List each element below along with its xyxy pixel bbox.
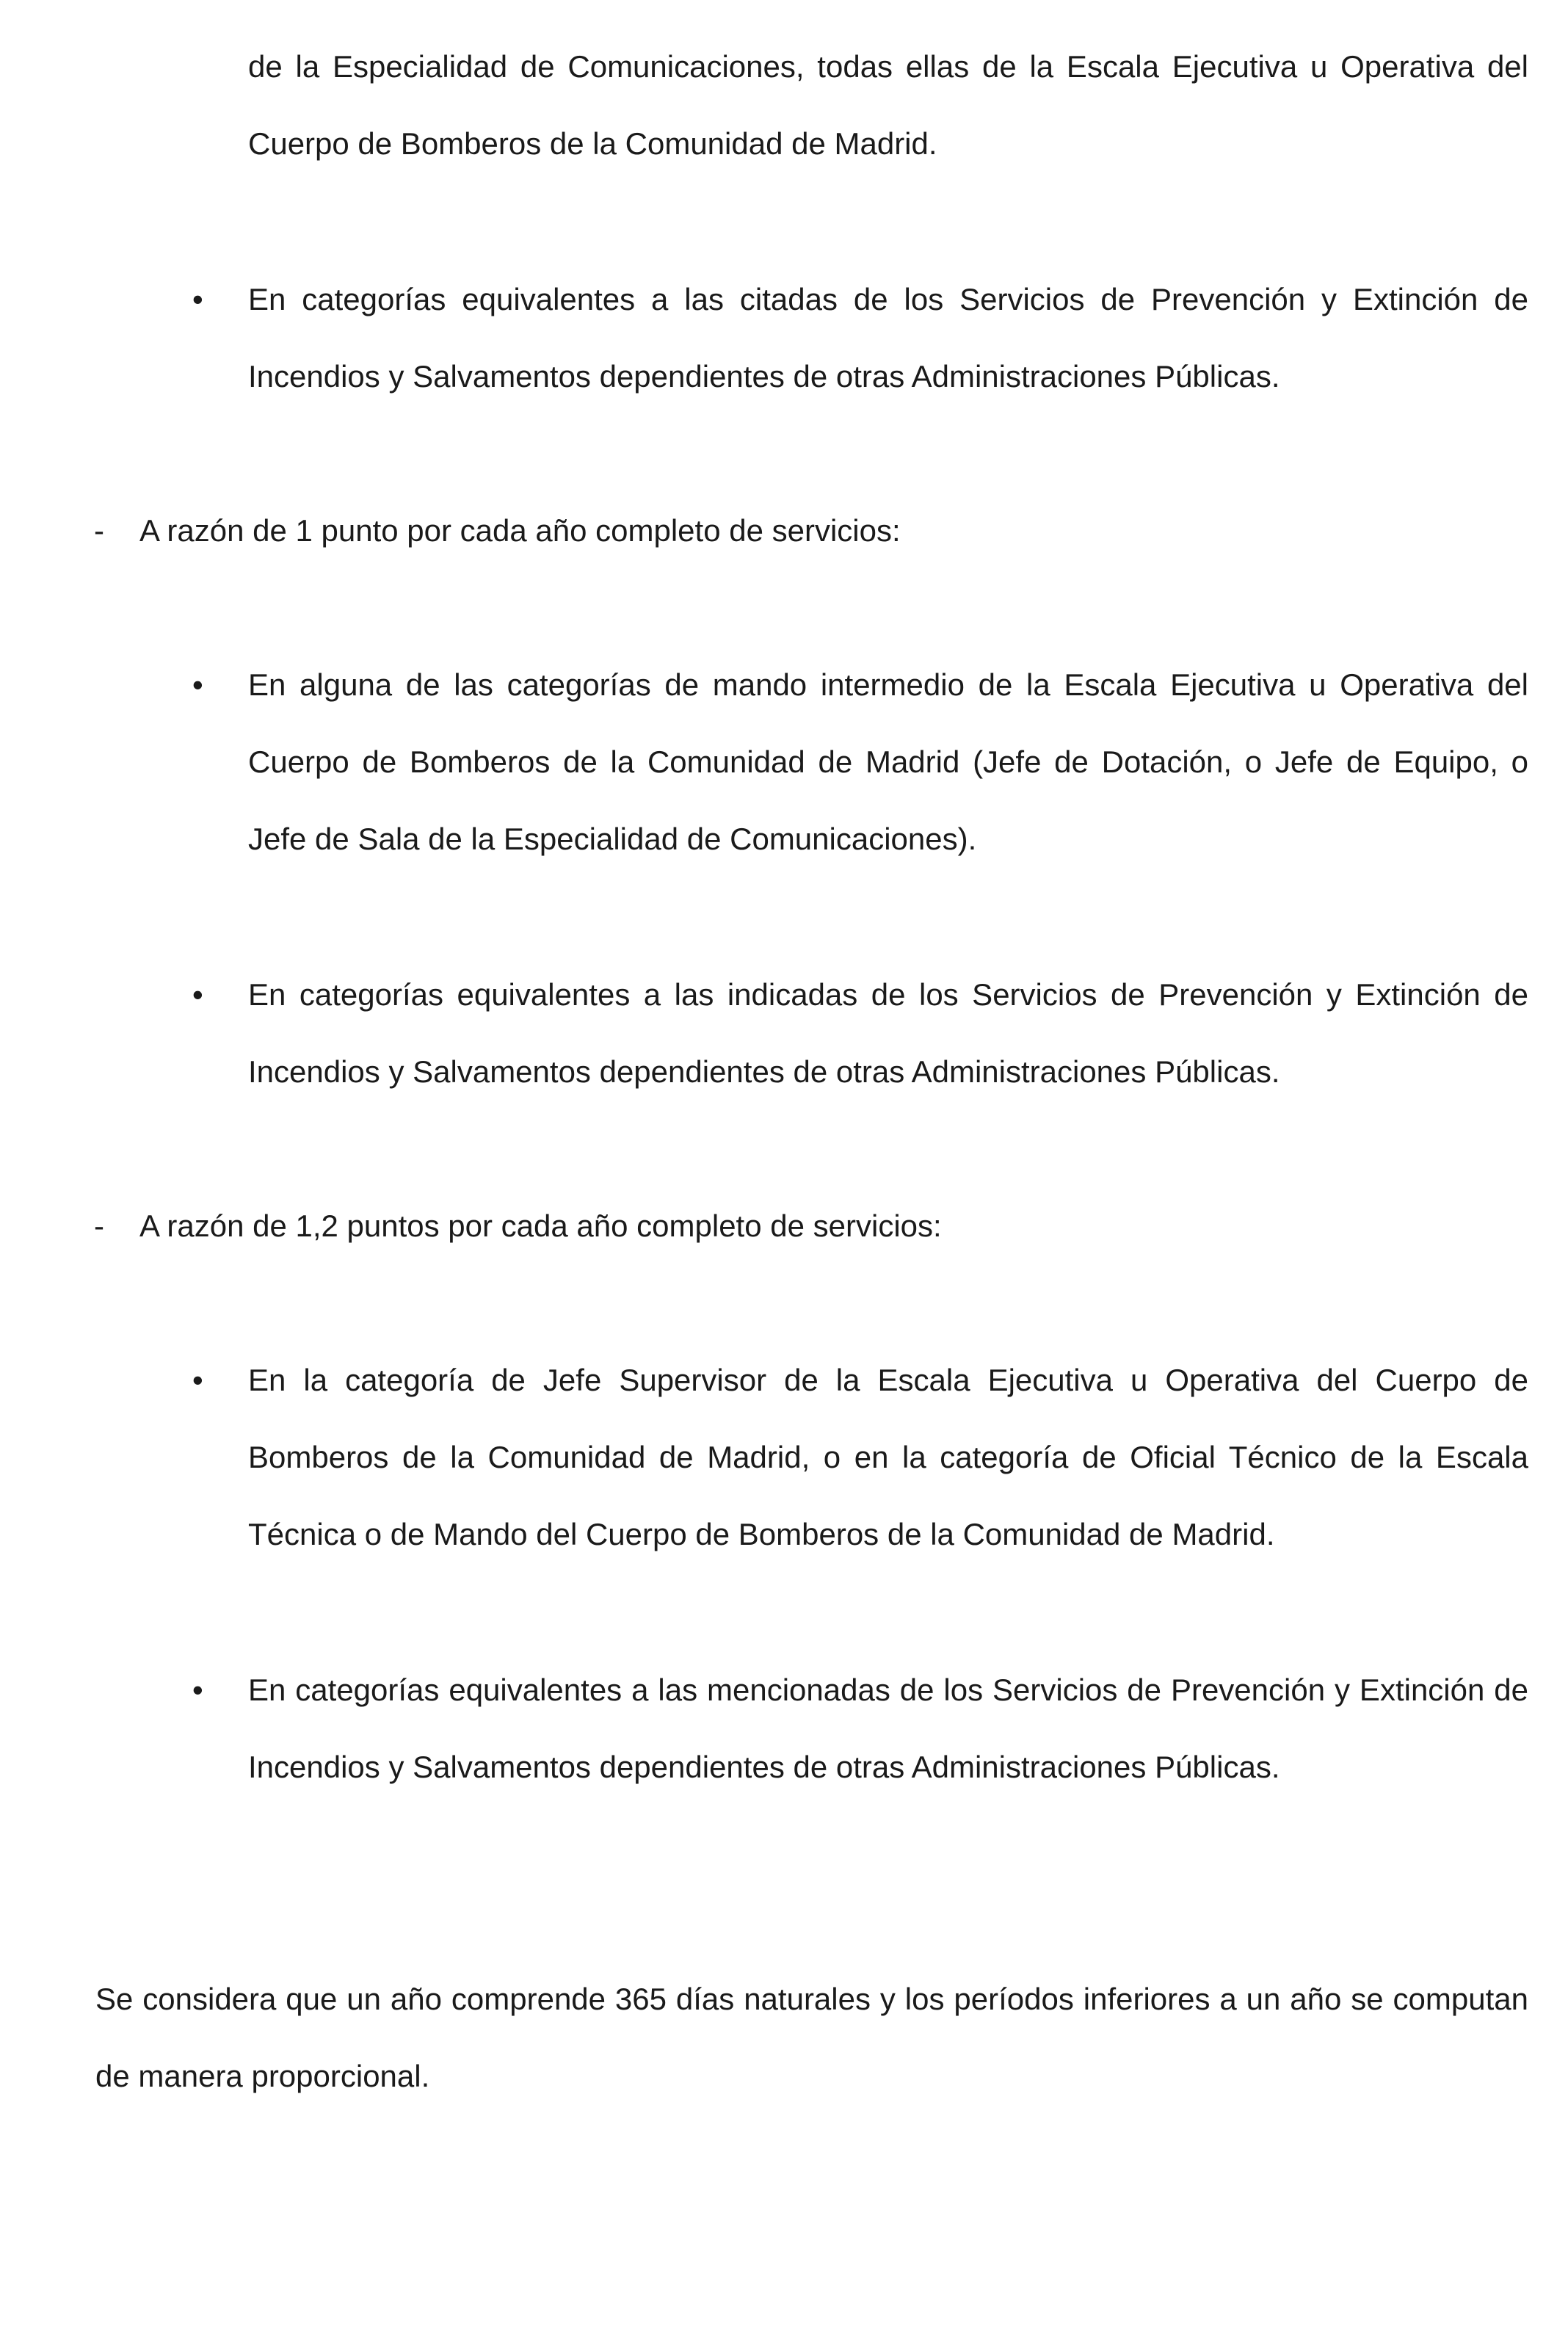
bullet-marker: • xyxy=(192,977,203,1012)
dash-marker: - xyxy=(94,1209,104,1243)
bullet-marker: • xyxy=(192,667,203,702)
bullet-paragraph-equivalent-citadas: En categorías equivalentes a las citadas de los Servicios de Prevención y Extinción de Incendios y Salvamentos dependientes de otras Administraciones Públicas. xyxy=(248,282,1528,394)
bullet-paragraph-jefe-supervisor: En la categoría de Jefe Supervisor de la Escala Ejecutiva u Operativa del Cuerpo de Bomberos de la Comunidad de Madrid, o en la categoría de Oficial Técnico de la Escala Técnica o de Mando del Cuerpo de Bomberos de la Comunidad de Madrid. xyxy=(248,1363,1528,1551)
bullet-marker: • xyxy=(192,1363,203,1397)
bullet-marker: • xyxy=(192,1673,203,1707)
dash-item-1-2-puntos: A razón de 1,2 puntos por cada año completo de servicios: xyxy=(139,1209,942,1243)
bullet-paragraph-equivalent-mencionadas: En categorías equivalentes a las mencionadas de los Servicios de Prevención y Extinción de Incendios y Salvamentos dependientes de otras Administraciones Públicas. xyxy=(248,1673,1528,1784)
continuation-paragraph: de la Especialidad de Comunicaciones, todas ellas de la Escala Ejecutiva u Operativa del Cuerpo de Bomberos de la Comunidad de Madrid. xyxy=(248,49,1528,161)
bullet-paragraph-equivalent-indicadas: En categorías equivalentes a las indicadas de los Servicios de Prevención y Extinción de Incendios y Salvamentos dependientes de otras Administraciones Públicas. xyxy=(248,977,1528,1089)
bullet-paragraph-mando-intermedio: En alguna de las categorías de mando intermedio de la Escala Ejecutiva u Operativa del Cuerpo de Bomberos de la Comunidad de Madrid (Jefe de Dotación, o Jefe de Equipo, o Jefe de Sala de la Especialidad de Comunicaciones). xyxy=(248,667,1528,856)
bullet-marker: • xyxy=(192,282,203,316)
dash-marker: - xyxy=(94,513,104,548)
dash-item-1-punto: A razón de 1 punto por cada año completo de servicios: xyxy=(139,513,901,548)
closing-paragraph: Se considera que un año comprende 365 días naturales y los períodos inferiores a un año se computan de manera proporcional. xyxy=(95,1982,1528,2093)
